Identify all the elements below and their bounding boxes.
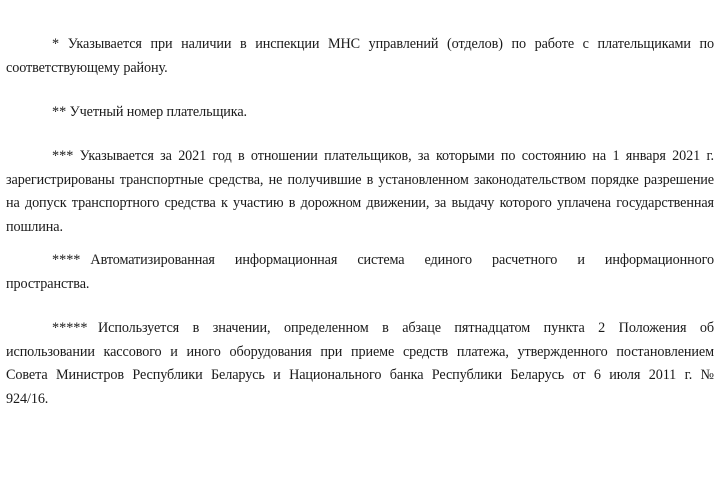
footnote-text: Автоматизированная информационная система единого расчетного и информационного пространства. [6, 252, 715, 292]
footnote-4 [6, 249, 714, 296]
footnote-text: Указывается при наличии в инспекции МНС управлений (отделов) по работе с плательщиками по соответствующему району. [6, 36, 715, 76]
footnote-2 [6, 101, 714, 125]
footnote-5 [6, 317, 714, 411]
footnote-marker: * [52, 36, 60, 52]
footnote-marker: ** [52, 104, 67, 120]
footnote-text: Указывается за 2021 год в отношении плательщиков, за которыми по состоянию на 1 января 2021 г. зарегистрированы транспортные средства, не получившие в установленном законодательством порядке разрешение на допуск транспортного средства к участию в дорожном движении, за выдачу которого уплачена государственная пошлина. [6, 148, 715, 235]
footnote-marker: ***** [52, 320, 88, 336]
footnote-3 [6, 145, 714, 239]
footnote-marker: **** [52, 252, 81, 268]
footnote-text: Используется в значении, определенном в абзаце пятнадцатом пункта 2 Положения об использовании кассового и иного оборудования при приеме средств платежа, утвержденного постановлением Совета Министров Республики Беларусь и Национального банка Республики Беларусь от 6 июля 2011 г. № 924/16. [6, 320, 714, 407]
footnote-marker: *** [52, 148, 74, 164]
footnote-text: Учетный номер плательщика. [69, 104, 248, 120]
footnote-1 [6, 33, 714, 80]
